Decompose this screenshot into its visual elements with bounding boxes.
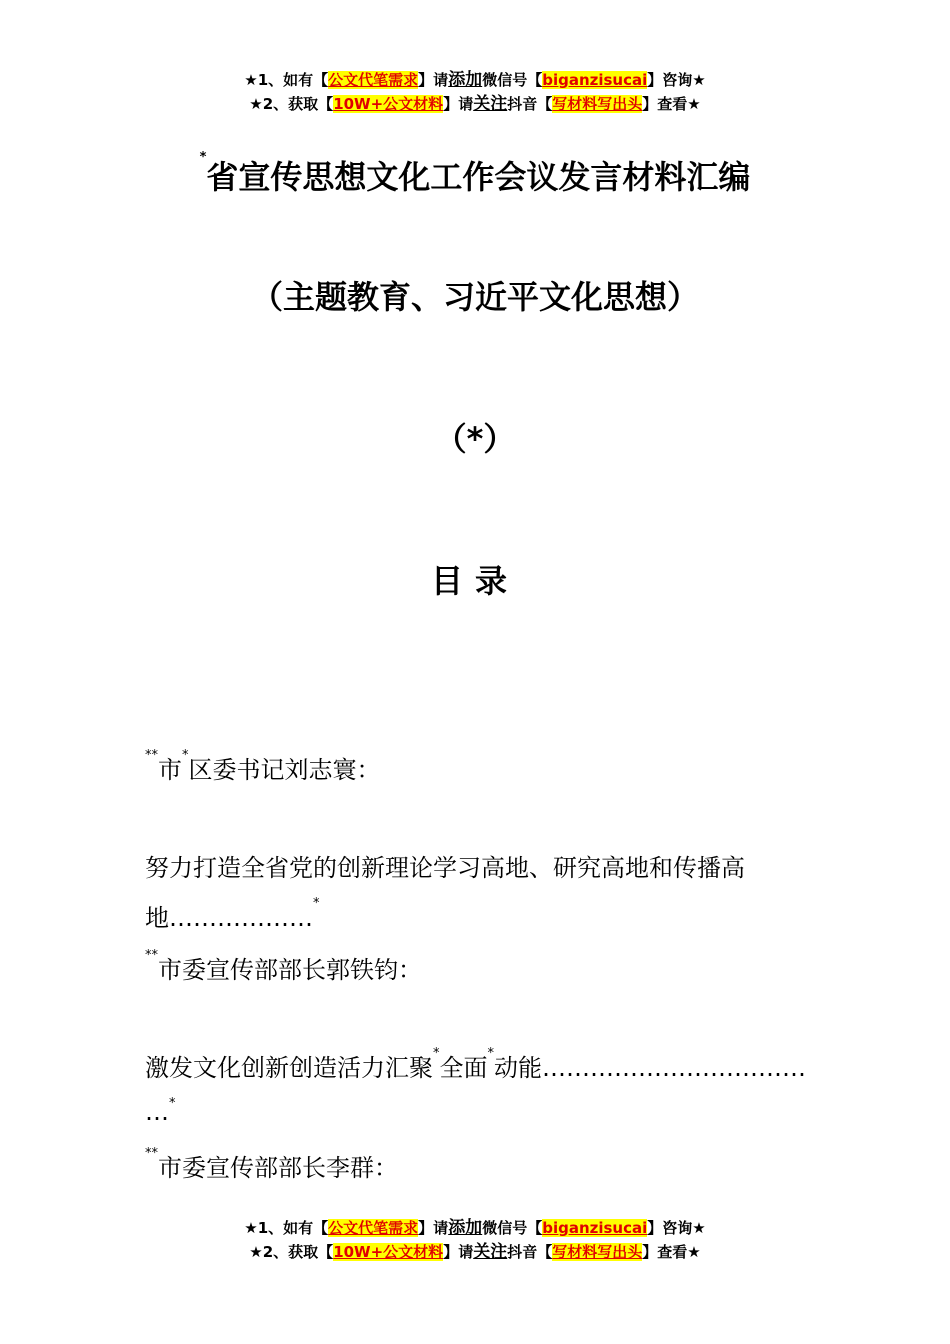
toc-entry-1-title-cont [145, 898, 810, 933]
redacted-mark: ** [145, 748, 158, 763]
top-banner [0, 68, 950, 116]
banner-wechat-id: biganzisucai [542, 71, 648, 89]
toc-title-text: … [145, 1098, 169, 1126]
document-subtitle: （主题教育、习近平文化思想） [250, 278, 699, 316]
banner-text: 微信号【 [482, 71, 543, 89]
speaker-text: 市委宣传部部长郭铁钧： [158, 956, 422, 984]
banner-highlight: 公文代笔需求 [328, 1219, 419, 1237]
toc-heading: 目录 [430, 562, 519, 600]
title-main: 省宣传思想文化工作会议发言材料汇编 [206, 158, 751, 196]
banner-text: ★1、如有【 [244, 1219, 329, 1237]
banner-text: 】请 [418, 71, 449, 89]
redacted-mark: ** [145, 1146, 158, 1161]
redacted-mark: * [182, 748, 189, 763]
toc-entry-2-speaker [145, 950, 810, 985]
redacted-mark: * [487, 1046, 494, 1061]
document-volume: （*） [434, 420, 516, 458]
toc-title-text: 全面 [439, 1054, 488, 1082]
banner-text: 抖音【 [507, 1243, 553, 1261]
banner-text: ★1、如有【 [244, 71, 329, 89]
banner-line-1 [0, 68, 950, 92]
banner-douyin-id: 写材料写出头 [552, 1243, 643, 1261]
banner-text: 】查看★ [642, 1243, 701, 1261]
banner-emphasis: 关注 [473, 1242, 508, 1262]
toc-title-text: 地……………… [145, 904, 313, 932]
banner-emphasis: 关注 [473, 94, 508, 114]
toc-entry-1-speaker [145, 750, 810, 785]
speaker-text: 区委书记刘志寰： [188, 756, 381, 784]
banner-line-2 [0, 1240, 950, 1264]
bottom-banner [0, 1216, 950, 1264]
document-title [0, 152, 950, 198]
toc-page-number: * [313, 896, 320, 911]
title-star: * [199, 150, 207, 165]
banner-emphasis: 添加 [448, 70, 483, 90]
toc-entry-1-title: 努力打造全省党的创新理论学习高地、研究高地和传播高 [145, 854, 745, 882]
toc-title-text: 动能…………………………… [494, 1054, 806, 1082]
banner-text: ★2、获取【 [249, 95, 334, 113]
speaker-text: 市 [158, 756, 182, 784]
banner-text: 】请 [418, 1219, 449, 1237]
banner-line-1 [0, 1216, 950, 1240]
banner-text: 】请 [443, 1243, 474, 1261]
banner-emphasis: 添加 [448, 1218, 483, 1238]
speaker-text: 市委宣传部部长李群： [158, 1154, 398, 1182]
redacted-mark: ** [145, 948, 158, 963]
banner-text: 】咨询★ [647, 1219, 706, 1237]
banner-highlight: 10W+公文材料 [333, 95, 444, 113]
banner-highlight: 10W+公文材料 [333, 1243, 444, 1261]
banner-text: 】请 [443, 95, 474, 113]
toc-page-number: * [169, 1096, 176, 1111]
banner-text: 抖音【 [507, 95, 553, 113]
banner-text: ★2、获取【 [249, 1243, 334, 1261]
banner-wechat-id: biganzisucai [542, 1219, 648, 1237]
banner-text: 】咨询★ [647, 71, 706, 89]
banner-highlight: 公文代笔需求 [328, 71, 419, 89]
toc-title-text: 激发文化创新创造活力汇聚 [145, 1054, 433, 1082]
toc-entry-3-speaker [145, 1148, 810, 1183]
banner-text: 微信号【 [482, 1219, 543, 1237]
redacted-mark: * [433, 1046, 440, 1061]
toc-entry-2-title-cont [145, 1098, 810, 1126]
banner-text: 】查看★ [642, 95, 701, 113]
banner-line-2 [0, 92, 950, 116]
toc-entry-2-title [145, 1048, 810, 1083]
banner-douyin-id: 写材料写出头 [552, 95, 643, 113]
